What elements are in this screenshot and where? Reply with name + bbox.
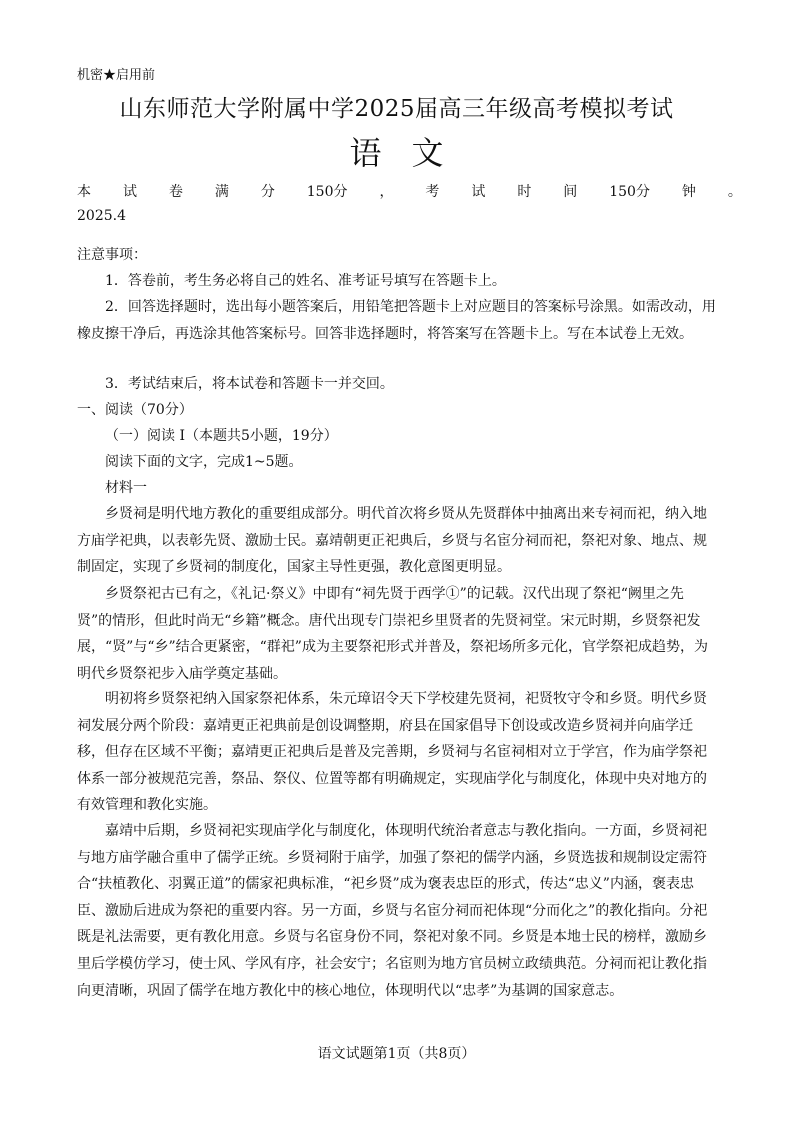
exam-info-part: 时 xyxy=(517,184,532,200)
exam-info-part: 。 xyxy=(727,184,742,200)
paragraph: 嘉靖中后期，乡贤祠祀实现庙学化与制度化，体现明代统治者意志与教化指向。一方面，乡贤祠祀与地方庙学融合重申了儒学正统。乡贤祠附于庙学，加强了祭祀的儒学内涵，乡贤选拔和规制设定需符合“扶植教化、羽翼正道”的儒家祀典标准，“祀乡贤”成为褒表忠臣的形式，传达“忠义”内涵，褒表忠臣、激励后进成为祭祀的重要内容。另一方面，乡贤与名宦分祠而祀体现“分而化之”的教化指向。分祀既是礼法需要，更有教化用意。乡贤与名宦身份不同，祭祀对象不同。乡贤是本地士民的榜样，激励乡里后学模仿学习，使士风、学风有序，社会安宁；名宦则为地方官员树立政绩典范。分祠而祀让教化指向更清晰，巩固了儒学在地方教化中的核心地位，体现明代以“忠孝”为基调的国家意志。 xyxy=(77,823,708,999)
exam-info-part: 考 xyxy=(425,184,440,200)
material-label: 材料一 xyxy=(105,480,147,496)
exam-info-part: 150分 xyxy=(609,184,650,200)
subsection-title: （一）阅读 I（本题共5小题，19分） xyxy=(105,428,338,444)
exam-info-part: 满 xyxy=(214,184,229,200)
exam-info-part: 间 xyxy=(563,184,578,200)
exam-info-part: 150分 xyxy=(306,184,348,200)
exam-info-part: 试 xyxy=(471,184,486,200)
exam-info-part: ， xyxy=(379,184,394,200)
page-footer: 语文试题第1页（共8页） xyxy=(317,1046,476,1062)
section-title: 一、阅读（70分） xyxy=(77,402,193,418)
exam-date: 2025.4 xyxy=(77,208,126,224)
notice-item: 1．答卷前，考生务必将自己的姓名、准考证号填写在答题卡上。 xyxy=(105,273,506,289)
exam-info-part: 分 xyxy=(260,184,275,200)
confidential-mark: 机密★启用前 xyxy=(77,68,156,83)
paragraph: 乡贤祭祀古已有之，《礼记·祭义》中即有“祠先贤于西学①”的记载。汉代出现了祭祀“阙里之先贤”的情形，但此时尚无“乡籍”概念。唐代出现专门崇祀乡里贤者的先贤祠堂。宋元时期，乡贤祭祀发展，“贤”与“乡”结合更紧密，“群祀”成为主要祭祀形式并普及，祭祀场所多元化，官学祭祀成趋势，为明代乡贤祭祀步入庙学奠定基础。 xyxy=(77,586,708,682)
subject-title: 语文 xyxy=(349,134,474,172)
notice-heading: 注意事项： xyxy=(77,247,147,263)
exam-title: 山东师范大学附属中学2025届高三年级高考模拟考试 xyxy=(119,96,674,122)
exam-info-part: 本 xyxy=(77,184,91,200)
exam-info-line xyxy=(77,181,742,201)
notice-item: 3．考试结束后，将本试卷和答题卡一并交回。 xyxy=(105,376,394,392)
paragraph: 乡贤祠是明代地方教化的重要组成部分。明代首次将乡贤从先贤群体中抽离出来专祠而祀，纳入地方庙学祀典，以表彰先贤、激励士民。嘉靖朝更正祀典后，乡贤与名宦分祠而祀，祭祀对象、地点、规制固定，实现了乡贤祠的制度化，国家主导性更强，教化意图更明显。 xyxy=(77,506,707,576)
exam-info-part: 试 xyxy=(122,184,137,200)
paragraph: 明初将乡贤祭祀纳入国家祭祀体系，朱元璋诏令天下学校建先贤祠，祀贤牧守令和乡贤。明代乡贤祠发展分两个阶段：嘉靖更正祀典前是创设调整期，府县在国家倡导下创设或改造乡贤祠并向庙学迁移，但存在区域不平衡；嘉靖更正祀典后是普及完善期，乡贤祠与名宦祠相对立于学宫，作为庙学祭祀体系一部分被规范完善，祭品、祭仪、位置等都有明确规定，实现庙学化与制度化，体现中央对地方的有效管理和教化实施。 xyxy=(77,691,707,814)
reading-instruction: 阅读下面的文字，完成1~5题。 xyxy=(105,454,303,470)
notice-item: 2．回答选择题时，选出每小题答案后，用铅笔把答题卡上对应题目的答案标号涂黑。如需改动，用橡皮擦干净后，再选涂其他答案标号。回答非选择题时，将答案写在答题卡上。写在本试卷上无效。 xyxy=(77,299,716,342)
exam-info-part: 钟 xyxy=(681,184,696,200)
exam-info-part: 卷 xyxy=(168,184,183,200)
